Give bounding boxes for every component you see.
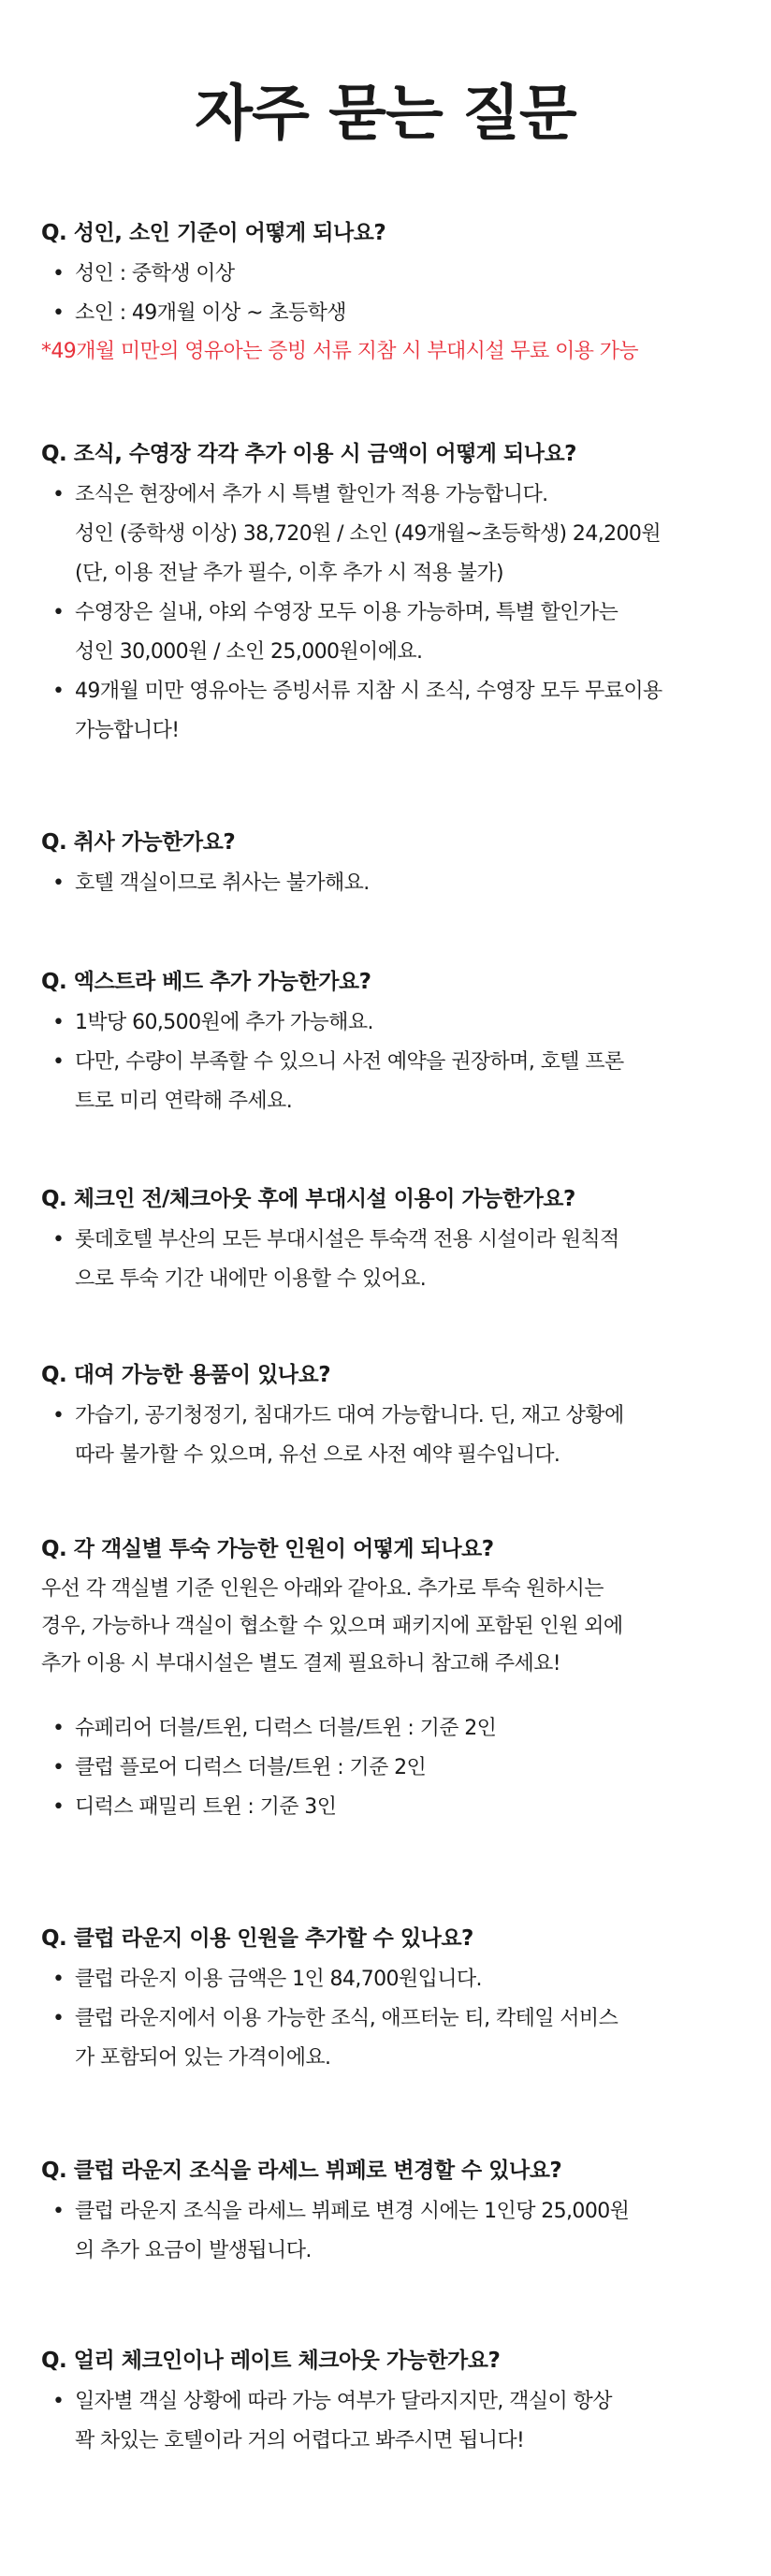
free-infant-note: *49개월 미만의 영유아는 증빙 서류 지참 시 부대시설 무료 이용 가능 (41, 340, 639, 363)
faq-question: Q. 대여 가능한 용품이 있나요? (41, 1363, 331, 1387)
faq-question: Q. 얼리 체크인이나 레이트 체크아웃 가능한가요? (41, 2349, 501, 2373)
faq-item-lounge-to-buffet (41, 2155, 741, 2271)
faq-question: Q. 성인, 소인 기준이 어떻게 되나요? (41, 221, 386, 245)
list-item: • 가습기, 공기청정기, 침대가드 대여 가능합니다. 딘, 재고 상황에 따라 불가할 수 있으며, 유선 으로 사전 예약 필수입니다. (41, 1397, 741, 1475)
faq-answer-list (41, 1960, 741, 2078)
faq-item-room-capacity (41, 1533, 741, 1827)
list-item: • 소인 : 49개월 이상 ~ 초등학생 (41, 294, 741, 333)
faq-answer-list (41, 1397, 741, 1475)
faq-question: Q. 클럽 라운지 조식을 라세느 뷔페로 변경할 수 있나요? (41, 2159, 562, 2183)
list-item: • 호텔 객실이므로 취사는 불가해요. (41, 864, 741, 903)
list-item: • 49개월 미만 영유아는 증빙서류 지참 시 조식, 수영장 모두 무료이용 가능합니다! (41, 672, 741, 751)
faq-item-club-lounge-add (41, 1923, 741, 2078)
faq-answer-list (41, 864, 741, 903)
list-item: • 조식은 현장에서 추가 시 특별 할인가 적용 가능합니다. 성인 (중학생 이상) 38,720원 / 소인 (49개월~초등학생) 24,200원 (단, 이용 전날 추가 필수, 이후 추가 시 적용 불가) (41, 476, 741, 593)
list-item: • 다만, 수량이 부족할 수 있으니 사전 예약을 권장하며, 호텔 프론 트로 미리 연락해 주세요. (41, 1043, 741, 1121)
faq-item-adult-child (41, 217, 741, 371)
faq-item-facilities-time (41, 1183, 741, 1299)
list-item: • 디럭스 패밀리 트윈 : 기준 3인 (41, 1788, 741, 1827)
faq-question: Q. 각 객실별 투숙 가능한 인원이 어떻게 되나요? (41, 1537, 494, 1561)
faq-item-cooking (41, 827, 741, 903)
list-item: • 클럽 라운지 조식을 라세느 뷔페로 변경 시에는 1인당 25,000원 의 추가 요금이 발생됩니다. (41, 2192, 741, 2271)
faq-answer-list (41, 255, 741, 333)
faq-answer-list (41, 2192, 741, 2271)
faq-question: Q. 클럽 라운지 이용 인원을 추가할 수 있나요? (41, 1926, 473, 1951)
list-item: • 롯데호텔 부산의 모든 부대시설은 투숙객 전용 시설이라 원칙적 으로 투숙 기간 내에만 이용할 수 있어요. (41, 1221, 741, 1299)
faq-item-early-late (41, 2345, 741, 2461)
faq-answer-list (41, 1709, 741, 1827)
faq-question: Q. 엑스트라 베드 추가 가능한가요? (41, 970, 371, 994)
faq-answer-list (41, 476, 741, 751)
list-item: • 클럽 라운지 이용 금액은 1인 84,700원입니다. (41, 1960, 741, 1999)
list-item: • 클럽 플로어 디럭스 더블/트윈 : 기준 2인 (41, 1749, 741, 1788)
list-item: • 성인 : 중학생 이상 (41, 255, 741, 294)
list-item: • 클럽 라운지에서 이용 가능한 조식, 애프터눈 티, 칵테일 서비스 가 포함되어 있는 가격이에요. (41, 1999, 741, 2078)
faq-question: Q. 조식, 수영장 각각 추가 이용 시 금액이 어떻게 되나요? (41, 442, 577, 466)
list-item: • 수영장은 실내, 야외 수영장 모두 이용 가능하며, 특별 할인가는 성인 30,000원 / 소인 25,000원이에요. (41, 593, 741, 672)
faq-answer-list (41, 1003, 741, 1121)
faq-item-breakfast-pool (41, 438, 741, 751)
faq-question: Q. 취사 가능한가요? (41, 830, 236, 855)
list-item: • 슈페리어 더블/트윈, 디럭스 더블/트윈 : 기준 2인 (41, 1709, 741, 1749)
capacity-intro: 우선 각 객실별 기준 인원은 아래와 같아요. 추가로 투숙 원하시는 경우, 가능하나 객실이 협소할 수 있으며 패키지에 포함된 인원 외에 추가 이용 시 부대시설은 별도 결제 필요하니 참고해 주세요! (41, 1577, 623, 1676)
faq-answer-list (41, 2382, 741, 2461)
list-item: • 1박당 60,500원에 추가 가능해요. (41, 1003, 741, 1043)
faq-item-rentals (41, 1359, 741, 1475)
faq-answer-list (41, 1221, 741, 1299)
faq-item-extra-bed (41, 966, 741, 1121)
list-item: • 일자별 객실 상황에 따라 가능 여부가 달라지지만, 객실이 항상 꽉 차있는 호텔이라 거의 어렵다고 봐주시면 됩니다! (41, 2382, 741, 2461)
page-title: 자주 묻는 질문 (195, 80, 576, 149)
faq-question: Q. 체크인 전/체크아웃 후에 부대시설 이용이 가능한가요? (41, 1187, 575, 1211)
